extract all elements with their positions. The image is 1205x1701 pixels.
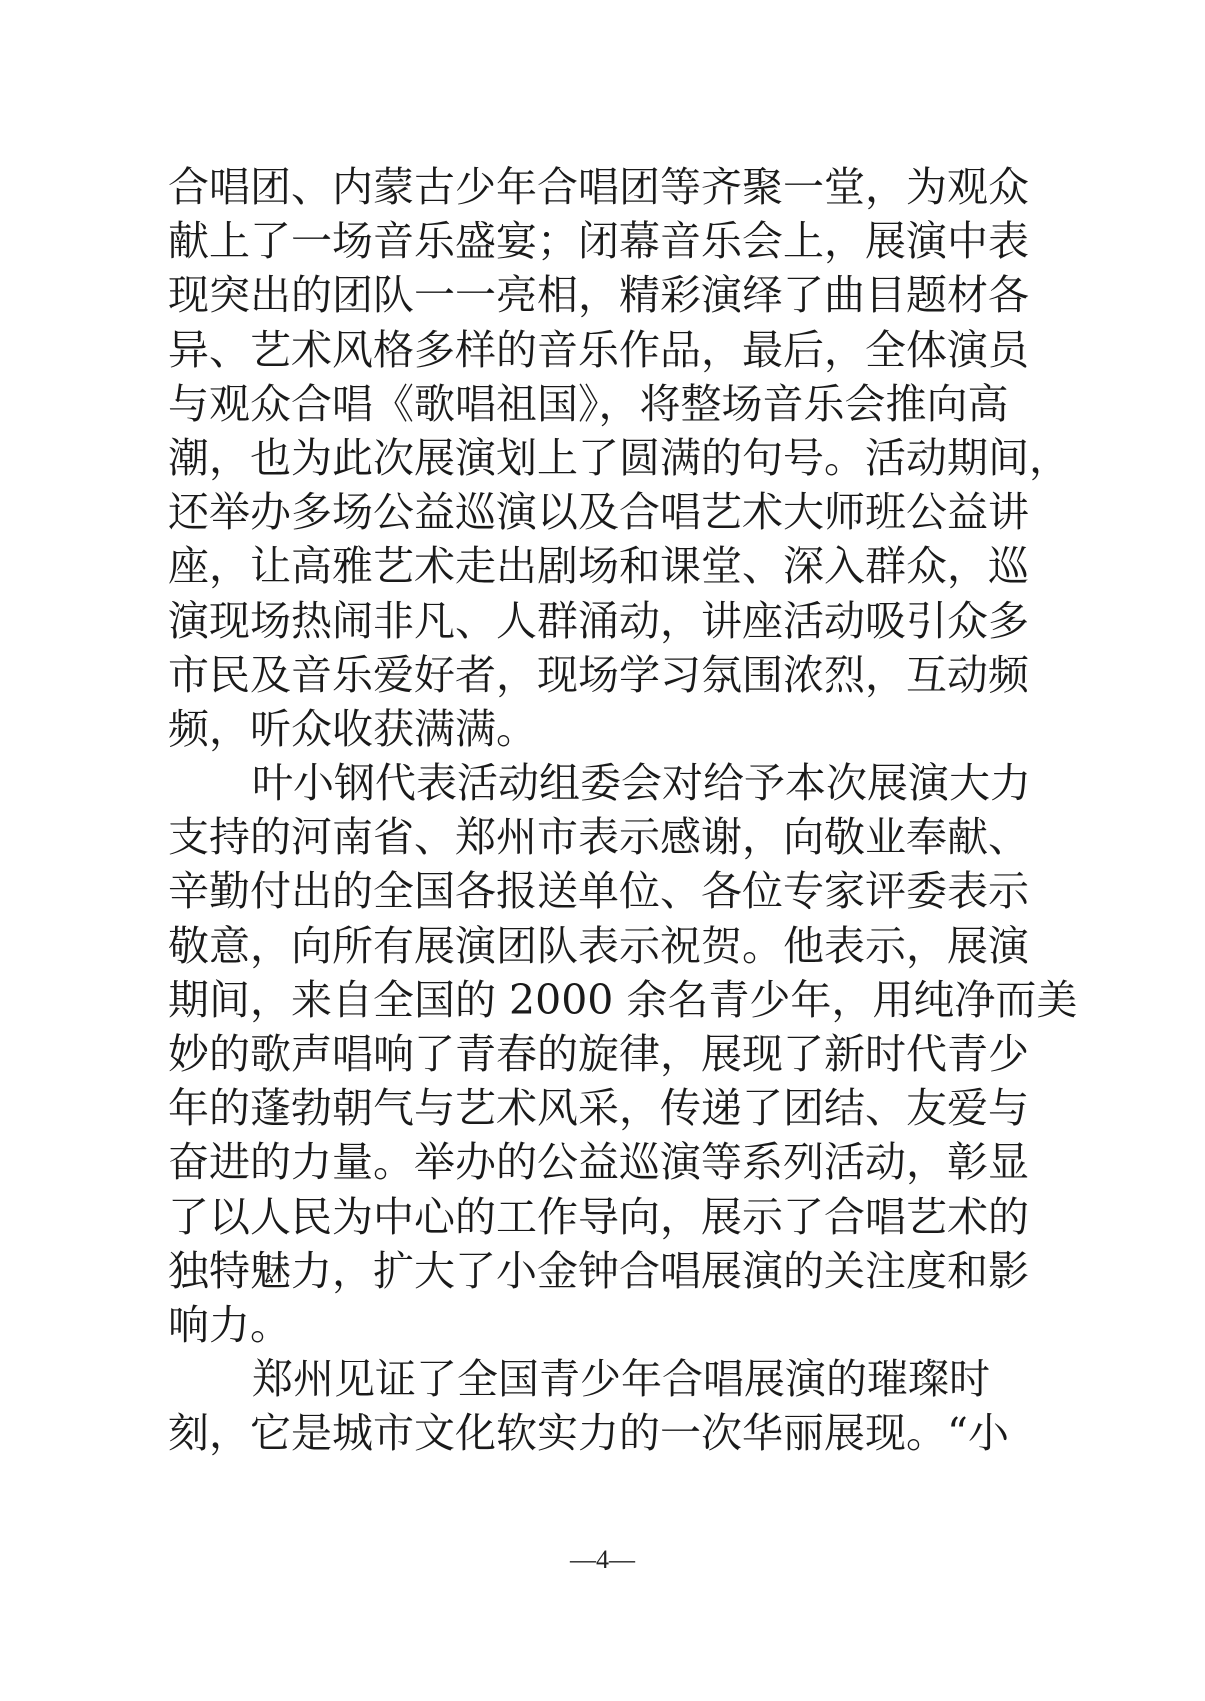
text-line-1: 合唱团、内蒙古少年合唱团等齐聚一堂，为观众 (168, 163, 1029, 211)
text-line-11: 频，听众收获满满。 (168, 704, 537, 753)
text-line-12: 叶小钢代表活动组委会对给予本次展演大力 (252, 759, 1031, 808)
text-line-4: 异、艺术风格多样的音乐作品，最后，全体演员 (168, 325, 1029, 374)
text-line-5: 与观众合唱《歌唱祖国》，将整场音乐会推向高 (168, 379, 1009, 428)
text-line-14: 辛勤付出的全国各报送单位、各位专家评委表示 (168, 867, 1029, 916)
text-line-6: 潮，也为此次展演划上了圆满的句号。活动期间， (168, 433, 1070, 482)
text-line-21: 独特魅力，扩大了小金钟合唱展演的关注度和影 (168, 1246, 1029, 1295)
text-line-3: 现突出的团队一一亮相，精彩演绎了曲目题材各 (168, 271, 1029, 320)
text-line-8: 座，让高雅艺术走出剧场和课堂、深入群众，巡 (168, 542, 1029, 591)
text-line-22: 响力。 (168, 1300, 291, 1349)
text-line-9: 演现场热闹非凡、人群涌动，讲座活动吸引众多 (168, 596, 1029, 645)
text-line-24: 刻，它是城市文化软实力的一次华丽展现。“小 (168, 1409, 1009, 1458)
text-line-13: 支持的河南省、郑州市表示感谢，向敬业奉献、 (168, 813, 1029, 862)
text-line-23: 郑州见证了全国青少年合唱展演的璀璨时 (252, 1355, 990, 1404)
text-line-19: 奋进的力量。举办的公益巡演等系列活动，彰显 (168, 1138, 1029, 1187)
text-line-15: 敬意，向所有展演团队表示祝贺。他表示，展演 (168, 921, 1029, 970)
text-line-2: 献上了一场音乐盛宴；闭幕音乐会上，展演中表 (168, 217, 1029, 266)
text-line-18: 年的蓬勃朝气与艺术风采，传递了团结、友爱与 (168, 1084, 1029, 1133)
text-line-10: 市民及音乐爱好者，现场学习氛围浓烈，互动频 (168, 650, 1029, 699)
body-text (168, 160, 1078, 1461)
text-line-16: 期间，来自全国的 2000 余名青少年，用纯净而美 (168, 975, 1078, 1024)
text-line-7: 还举办多场公益巡演以及合唱艺术大师班公益讲 (168, 488, 1029, 537)
text-line-20: 了以人民为中心的工作导向，展示了合唱艺术的 (168, 1192, 1029, 1241)
page-number: —4— (570, 1545, 635, 1574)
text-line-17: 妙的歌声唱响了青春的旋律，展现了新时代青少 (168, 1030, 1029, 1078)
